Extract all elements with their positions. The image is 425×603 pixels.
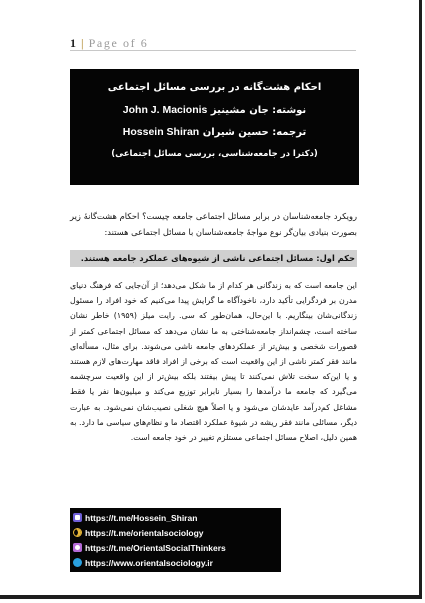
author-latin: John J. Macionis bbox=[122, 104, 208, 116]
link-row[interactable] bbox=[70, 525, 281, 540]
document-title: احکام هشت‌گانه در بررسی مسائل اجتماعی bbox=[107, 82, 322, 93]
page-header bbox=[70, 36, 148, 51]
page-number: 1 bbox=[70, 36, 77, 50]
section-heading: حکم اول: مسائل اجتماعی ناشی از شیوه‌های عملکرد جامعه هستند. bbox=[70, 250, 357, 267]
link-row[interactable] bbox=[70, 510, 281, 525]
link-text[interactable]: https://t.me/orientalsociology bbox=[85, 527, 204, 538]
moon-icon bbox=[73, 528, 82, 537]
translator-note: (دکترا در جامعه‌شناسی، بررسی مسائل اجتماعی) bbox=[111, 149, 318, 159]
telegram-icon bbox=[73, 513, 82, 522]
link-row[interactable] bbox=[70, 555, 281, 570]
author-label: نوشته: جان مشینیز bbox=[210, 105, 307, 116]
author-line bbox=[70, 99, 359, 121]
link-text[interactable]: https://t.me/Hossein_Shiran bbox=[85, 512, 198, 523]
link-text[interactable]: https://www.orientalsociology.ir bbox=[85, 557, 213, 568]
link-text[interactable]: https://t.me/OrientalSocialThinkers bbox=[85, 542, 226, 553]
page-separator: | bbox=[81, 36, 85, 50]
globe-icon bbox=[73, 558, 82, 567]
translator-line bbox=[70, 121, 359, 143]
header-divider bbox=[70, 50, 356, 51]
intro-paragraph: رویکرد جامعه‌شناسان در برابر مسائل اجتماعی جامعه چیست؟ احکام هشت‌گانهٔ زیر بصورت بنیادی بیان‌گر نوع مواجهٔ جامعه‌شناسان با مسائل اجتماعی هستند: bbox=[70, 211, 357, 237]
page-label: Page of 6 bbox=[88, 36, 149, 50]
translator-label: ترجمه: حسین شیران bbox=[202, 127, 307, 138]
body-paragraph: این جامعه است که به زندگانی هر کدام از ما شکل می‌دهد؛ از آن‌جایی که فرهنگ دنیای مدرن بر فردگرایی تأکید دارد، ناخودآگاه ما گرایش پیدا می‌کنیم که خود افراد را مسئول زندگانی‌شان بینگاریم. با این‌حال، همان‌طور که سی. رایت میلز (۱۹۵۹) خاطر نشان ساخته است، چشم‌انداز جامعه‌شناختی به ما نشان می‌دهد که مسائل اجتماعی کمتر از قصورات شخصی و بیش‌تر از عملکردهای جامعه ناشی می‌شوند. برای مثال، مسأله‌ای مانند فقر کمتر ناشی از این واقعیت است که برخی از افراد فاقد مهارت‌های لازم هستند و یا این‌که سخت تلاش نمی‌کنند تا پیش بیفتند بلکه بیش‌تر از این واقعیت سرچشمه می‌گیرد که جامعه ما درآمدها را بسیار نابرابر توزیع می‌کند و میلیون‌ها نفر یا فقط مشاغل کم‌درآمد عایدشان می‌شود و یا اصلاً هیچ شغلی نصیب‌شان نمی‌شود. به عبارت دیگر، مسائلی مانند فقر ریشه در شیوهٔ عملکرد اقتصاد ما و نظام‌های سیاسی ما دارد. به همین دلیل، اصلاح مسائل اجتماعی مستلزم تغییر در خود جامعه است. bbox=[70, 281, 357, 443]
link-row[interactable] bbox=[70, 540, 281, 555]
telegram-circle-icon bbox=[73, 543, 82, 552]
links-box bbox=[70, 508, 281, 572]
translator-latin: Hossein Shiran bbox=[122, 126, 200, 138]
title-box bbox=[70, 69, 359, 185]
